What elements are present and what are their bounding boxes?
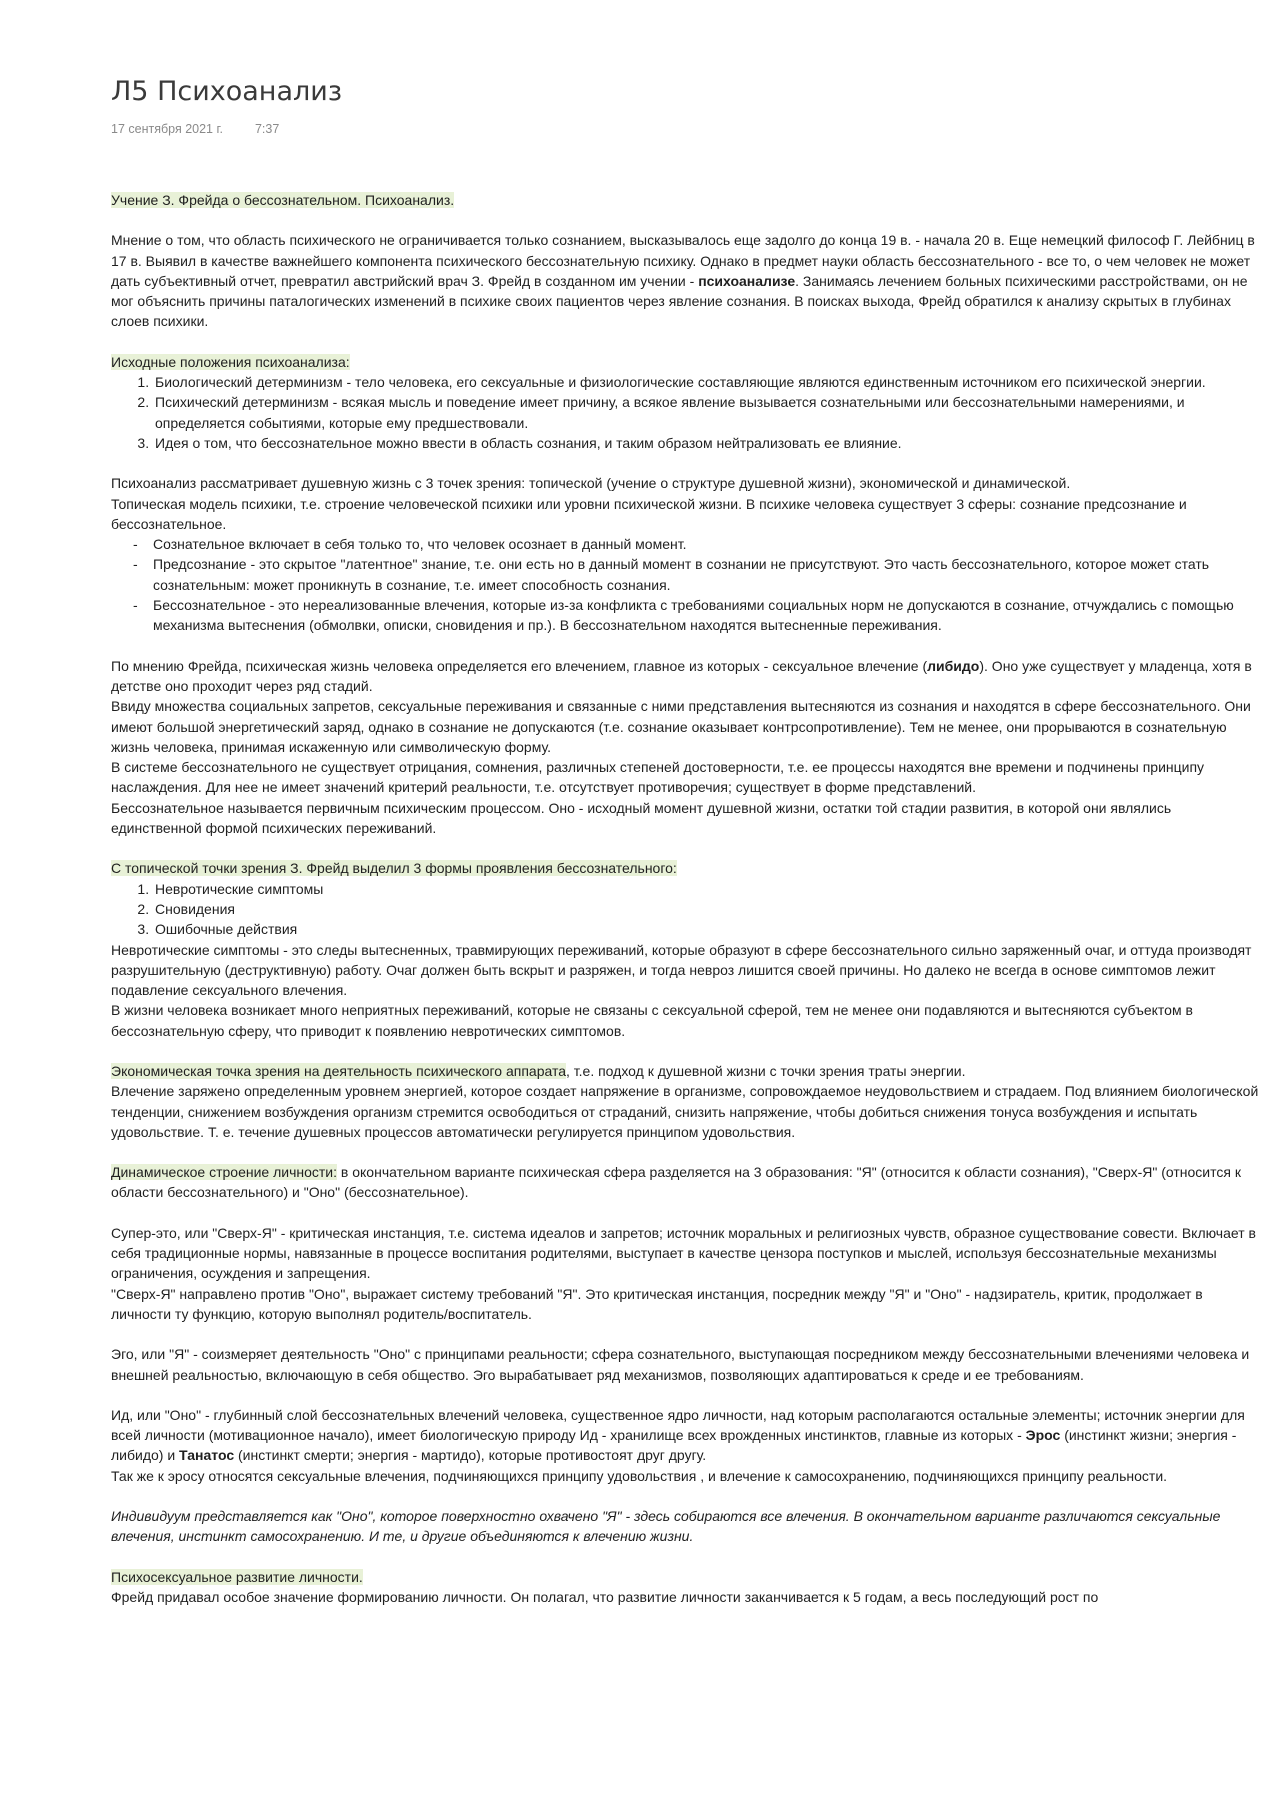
paragraph: Невротические симптомы - это следы вытесненных, травмирующих переживаний, которые образуют в сфере бессознательного сильно заряженный очаг, и оттуда производят разрушительную (деструктивную) работу. Очаг должен быть вскрыт и разряжен, и тогда невроз лишится своей причины. Но далеко не всегда в основе симптомов лежит подавление сексуального влечения. <box>111 941 1252 999</box>
list-item: - Предсознание - это скрытое "латентное" знание, т.е. они есть но в данный момент в сознании не присутствуют. Это часть бессознательного, которое может стать сознательным: может проникнуть в сознание, т.е. имеет способность сознания. <box>153 554 1259 595</box>
note-content <box>111 190 1259 1607</box>
section-heading: С топической точки зрения З. Фрейд выделил 3 формы проявления бессознательного: <box>111 860 677 877</box>
list-item: 1. Биологический детерминизм - тело человека, его сексуальные и физиологические составляющие являются единственным источником его психической энергии. <box>153 372 1259 392</box>
section-heading: Психосексуальное развитие личности. <box>111 1568 363 1585</box>
section-heading: Экономическая точка зрения на деятельность психического аппарата <box>111 1062 566 1079</box>
paragraph: Эго, или "Я" - соизмеряет деятельность "Оно" с принципами реальности; сфера сознательного, выступающая посредником между бессознательными влечениями человека и внешней реальностью, включающую в себя общество. Эго вырабатывает ряд механизмов, позволяющих адаптироваться к среде и ее требованиям. <box>111 1346 1250 1383</box>
list-item: 3. Идея о том, что бессознательное можно ввести в область сознания, и таким образом нейтрализовать ее влияние. <box>153 433 1259 453</box>
note-time: 7:37 <box>254 122 280 136</box>
paragraph: В жизни человека возникает много неприятных переживаний, которые не связаны с сексуальной сферой, тем не менее они подавляются и вытесняются субъектом в бессознательную сферу, что приводит к появлению невротических симптомов. <box>111 1002 1193 1039</box>
paragraph: Индивидуум представляется как "Оно", которое поверхностно охвачено "Я" - здесь собираются все влечения. В окончательном варианте различаются сексуальные влечения, инстинкт самосохранению. И те, и другие объединяются к влечению жизни. <box>111 1508 1221 1545</box>
page-title: Л5 Психоанализ <box>111 76 343 107</box>
note-meta <box>111 122 279 136</box>
paragraph: Психоанализ рассматривает душевную жизнь с 3 точек зрения: топической (учение о структуре душевной жизни), экономической и динамической. <box>111 475 1071 492</box>
list-item: 3. Ошибочные действия <box>153 919 1259 939</box>
numbered-list <box>111 372 1259 453</box>
paragraph: По мнению Фрейда, психическая жизнь человека определяется его влечением, главное из которых - сексуальное влечение (либидо). Оно уже существует у младенца, хотя в детстве оно проходит через ряд стадий. <box>111 657 1252 694</box>
paragraph: Динамическое строение личности: в окончательном варианте психическая сфера разделяется на 3 образования: "Я" (относится к области сознания), "Сверх-Я" (относится к области бессознательного) и "Оно" (бессознательное). <box>111 1164 1241 1201</box>
paragraph: Фрейд придавал особое значение формированию личности. Он полагал, что развитие личности заканчивается к 5 годам, а весь последующий рост по <box>111 1588 1099 1605</box>
list-item: 1. Невротические симптомы <box>153 879 1259 899</box>
list-item: 2. Сновидения <box>153 899 1259 919</box>
paragraph: Экономическая точка зрения на деятельность психического аппарата, т.е. подход к душевной жизни с точки зрения траты энергии. <box>111 1062 966 1079</box>
paragraph: Топическая модель психики, т.е. строение человеческой психики или уровни психической жизни. В психике человека существует 3 сферы: сознание предсознание и бессознательное. <box>111 495 1187 532</box>
paragraph: Мнение о том, что область психического не ограничивается только сознанием, высказывалось еще задолго до конца 19 в. - начала 20 в. Еще немецкий философ Г. Лейбниц в 17 в. Выявил в качестве важнейшего компонента психического бессознательную психику. Однако в предмет науки область бессознательного - все то, о чем человек не может дать субъективный отчет, превратил австрийский врач З. Фрейд в созданном им учении - психоанализе. Занимаясь лечением больных психическими расстройствами, он не мог объяснить причины паталогических изменений в психике своих пациентов через явление сознания. В поисках выхода, Фрейд обратился к анализу скрытых в глубинах слоев психики. <box>111 232 1255 330</box>
list-item: 2. Психический детерминизм - всякая мысль и поведение имеет причину, а всякое явление вызывается сознательными или бессознательными намерениями, и определяется событиями, которые ему предшествовали. <box>153 392 1259 433</box>
paragraph: Ввиду множества социальных запретов, сексуальные переживания и связанные с ними представления вытесняются из сознания и находятся в сфере бессознательного. Они имеют большой энергетический заряд, однако в сознание не допускаются (т.е. сознание оказывает контрсопротивление). Тем не менее, они прорываются в сознательную жизнь человека, принимая искаженную или символическую форму. <box>111 698 1251 755</box>
paragraph: Бессознательное называется первичным психическим процессом. Оно - исходный момент душевной жизни, остатки той стадии развития, в которой они являлись единственной формой психических переживаний. <box>111 799 1172 837</box>
section-heading: Исходные положения психоанализа: <box>111 353 350 370</box>
list-item: - Сознательное включает в себя только то, что человек осознает в данный момент. <box>153 534 1259 554</box>
paragraph: Супер-это, или "Сверх-Я" - критическая инстанция, т.е. система идеалов и запретов; источник моральных и религиозных чувств, образное существование совести. Включает в себя традиционные нормы, навязанные в процессе воспитания родителями, выступает в качестве цензора поступков и мыслей, используя бессознательные механизмы ограничения, осуждения и запрещения. <box>111 1224 1256 1282</box>
paragraph: Так же к эросу относятся сексуальные влечения, подчиняющихся принципу удовольствия , и влечение к самосохранению, подчиняющихся принципу реальности. <box>111 1467 1168 1484</box>
paragraph: "Сверх-Я" направлено против "Оно", выражает систему требований "Я". Это критическая инстанция, посредник между "Я" и "Оно" - надзиратель, критик, продолжает в личности ту функцию, которую выполнял родитель/воспитатель. <box>111 1285 1203 1322</box>
dash-list <box>111 534 1259 635</box>
list-item: - Бессознательное - это нереализованные влечения, которые из-за конфликта с требованиями социальных норм не допускаются в сознание, отчуждались с помощью механизма вытеснения (обмолвки, описки, сновидения и пр.). В бессознательном находятся вытесненные переживания. <box>153 595 1259 636</box>
section-heading: Динамическое строение личности: <box>111 1164 338 1181</box>
paragraph: Влечение заряжено определенным уровнем энергией, которое создает напряжение в организме, сопровождаемое неудовольствием и страдаем. Под влиянием биологической тенденции, снижением возбуждения организм стремится освободиться от страданий, снизить напряжение, чтобы добиться снижения тонуса возбуждения и испытать удовольствие. Т. е. течение душевных процессов автоматически регулируется принципом удовольствия. <box>111 1083 1259 1140</box>
section-heading: Учение З. Фрейда о бессознательном. Психоанализ. <box>111 192 455 208</box>
note-date: 17 сентября 2021 г. <box>111 122 223 136</box>
numbered-list <box>111 879 1259 940</box>
paragraph: Ид, или "Оно" - глубинный слой бессознательных влечений человека, существенное ядро личности, над которым располагаются остальные элементы; источник энергии для всей личности (мотивационное начало), имеет биологическую природу Ид - хранилище всех врожденных инстинктов, главные из которых - Эрос (инстинкт жизни; энергия - либидо) и Танатос (инстинкт смерти; энергия - мартидо), которые противостоят друг другу. <box>111 1406 1245 1464</box>
paragraph: В системе бессознательного не существует отрицания, сомнения, различных степеней достоверности, т.е. ее процессы находятся вне времени и подчинены принципу наслаждения. Для нее не имеет значений критерий реальности, т.е. отсутствует противоречия; существует в форме представлений. <box>111 759 1205 796</box>
